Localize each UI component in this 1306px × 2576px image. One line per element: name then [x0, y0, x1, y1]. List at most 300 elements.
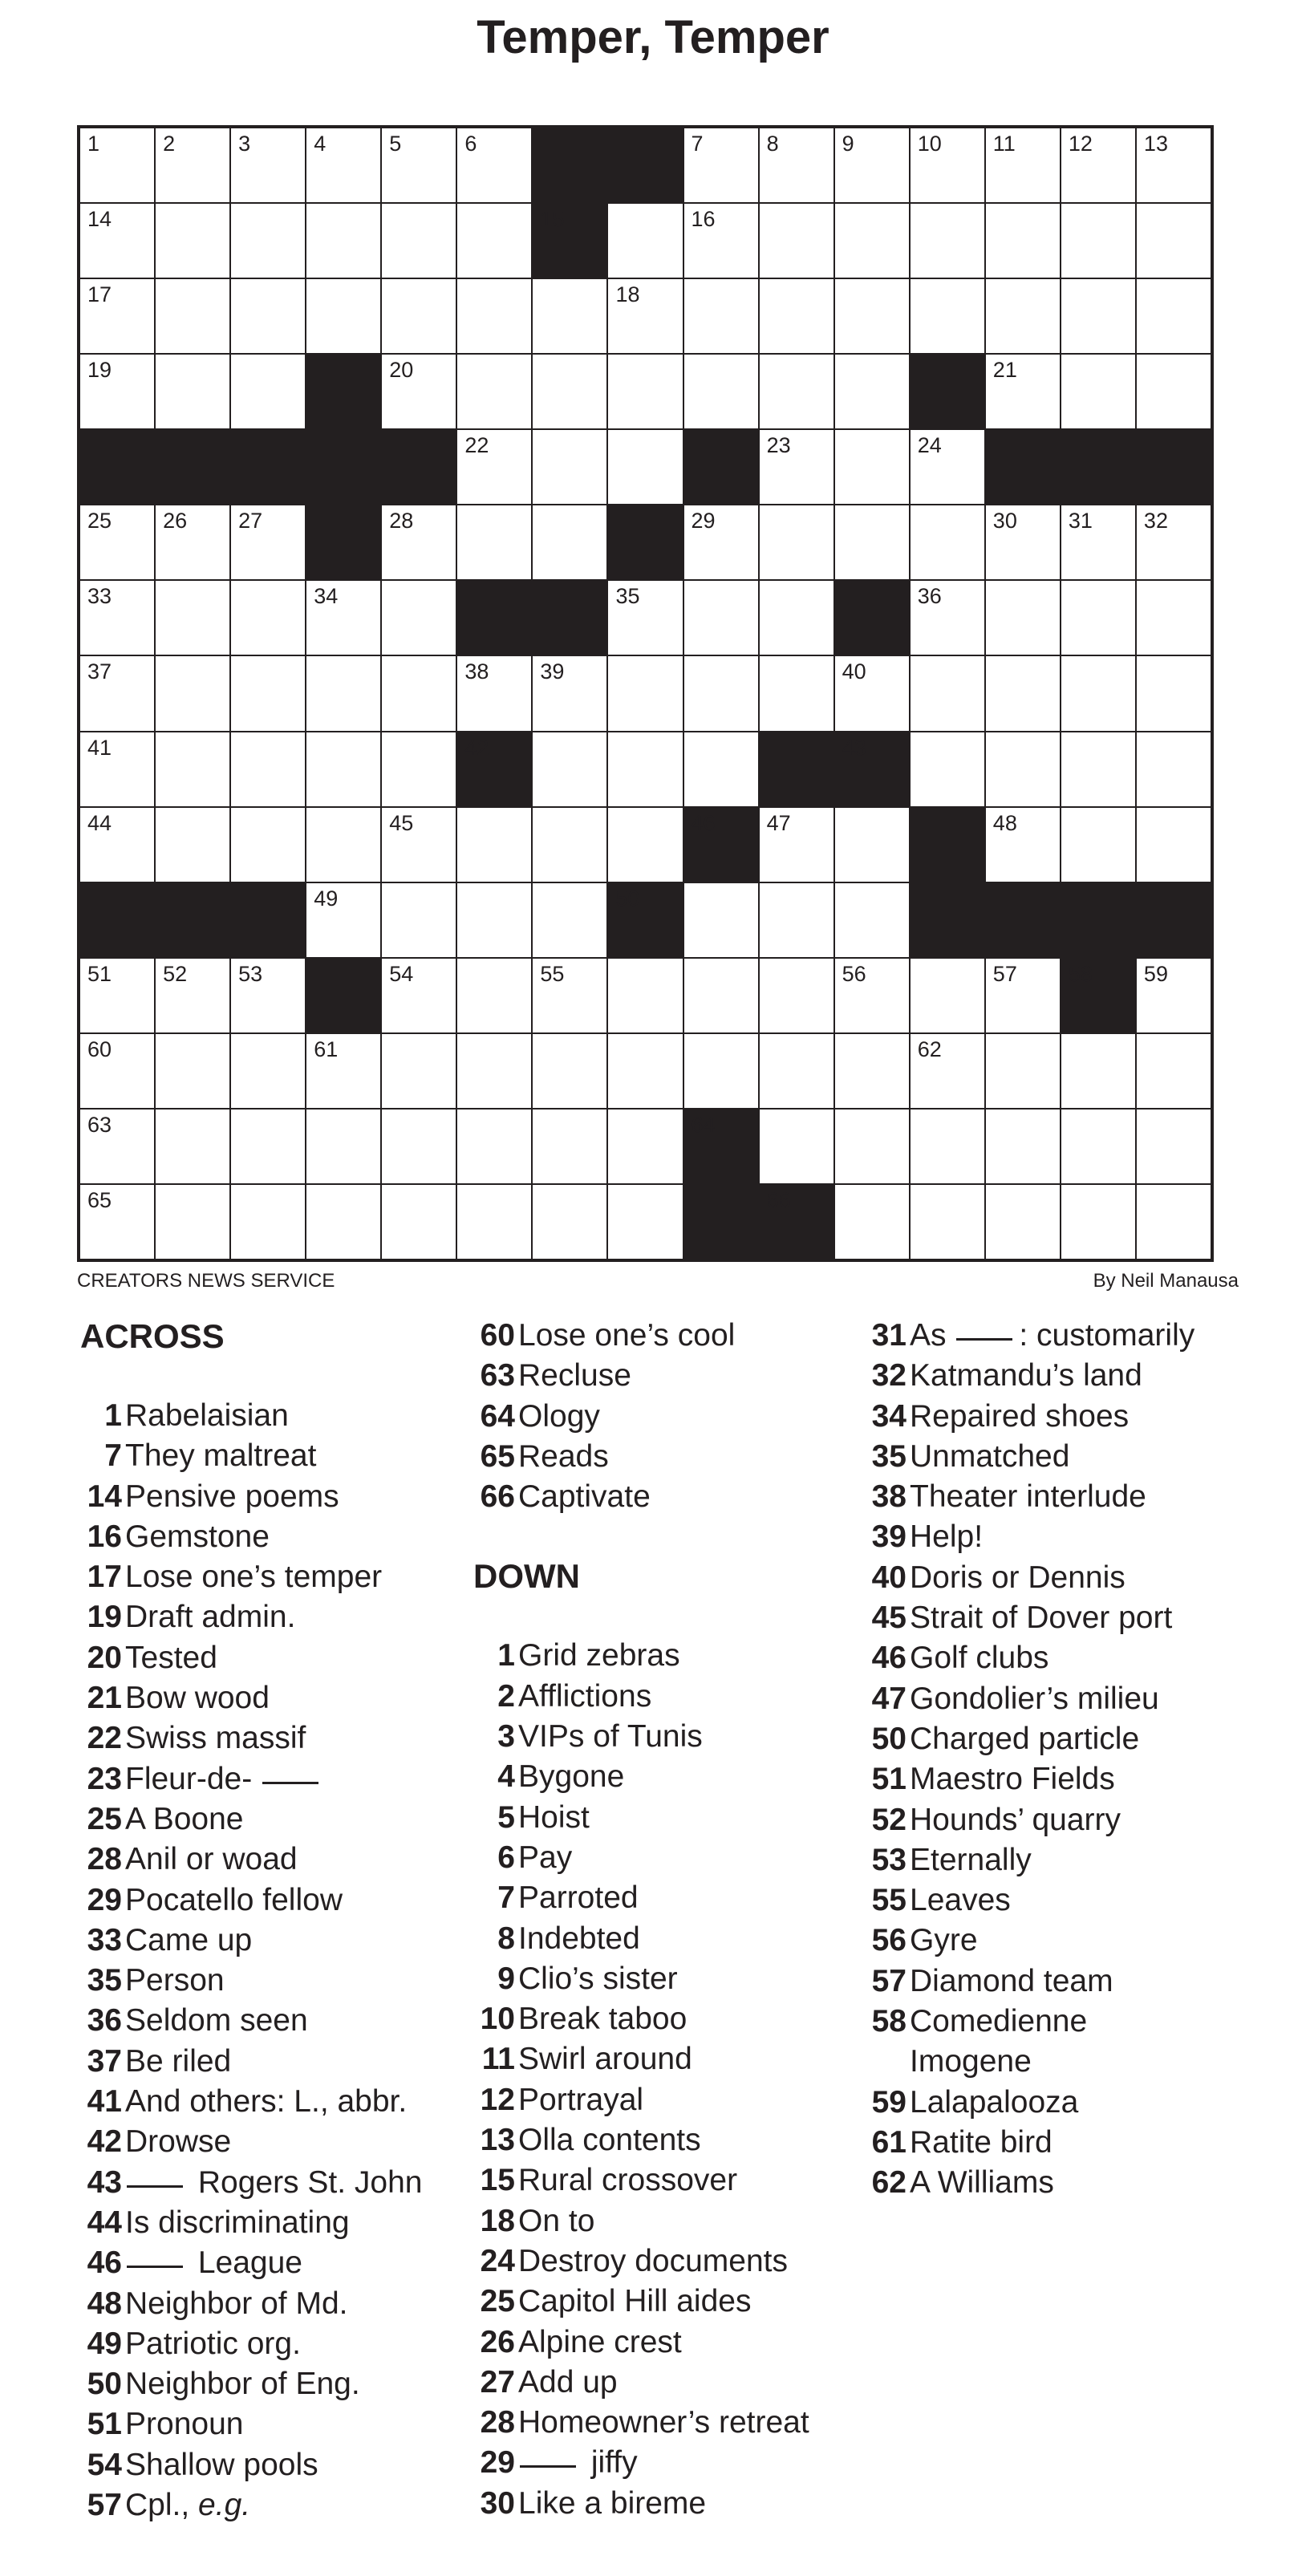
grid-cell[interactable]	[835, 355, 909, 428]
black-square	[608, 505, 682, 579]
cell-number: 13	[1143, 132, 1168, 156]
grid-cell[interactable]	[911, 1034, 984, 1108]
down-clue	[865, 1316, 1282, 1356]
down-clue	[865, 2163, 1282, 2203]
clue-text: Alpine crest	[518, 2324, 682, 2359]
down-clue	[865, 1638, 1282, 1678]
grid-cell[interactable]	[684, 279, 758, 353]
down-clue	[865, 1679, 1282, 1719]
grid-cell[interactable]	[80, 732, 154, 806]
grid-cell[interactable]	[684, 581, 758, 655]
grid-cell[interactable]	[306, 204, 380, 278]
down-clue	[473, 1878, 842, 1918]
grid-cell[interactable]	[986, 204, 1060, 278]
author-credit: By Neil Manausa	[1093, 1270, 1239, 1292]
grid-cell[interactable]	[911, 1185, 984, 1259]
down-clue	[473, 2241, 842, 2282]
grid-cell[interactable]	[760, 128, 833, 202]
grid-cell[interactable]	[608, 430, 682, 504]
clue-text: Lose one’s temper	[125, 1560, 383, 1595]
grid-cell[interactable]	[156, 204, 229, 278]
grid-cell[interactable]	[382, 808, 456, 882]
cell-number: 26	[163, 509, 188, 533]
across-clue	[80, 1921, 449, 1961]
grid-cell[interactable]	[80, 581, 154, 655]
cell-number: 57	[992, 961, 1017, 986]
grid-cell[interactable]	[1061, 204, 1135, 278]
clue-text: Charged particle	[910, 1721, 1140, 1756]
grid-cell[interactable]	[608, 355, 682, 428]
grid-cell[interactable]	[457, 656, 531, 730]
grid-cell[interactable]	[80, 959, 154, 1032]
across-clue	[80, 1759, 449, 1799]
grid-cell[interactable]	[156, 732, 229, 806]
grid-cell[interactable]	[608, 959, 682, 1032]
grid-cell[interactable]	[608, 732, 682, 806]
grid-cell[interactable]	[608, 1034, 682, 1108]
grid-cell[interactable]	[684, 732, 758, 806]
grid-cell[interactable]	[684, 656, 758, 730]
grid-cell[interactable]	[80, 656, 154, 730]
grid-cell[interactable]	[684, 883, 758, 957]
grid-cell[interactable]	[533, 1110, 606, 1183]
grid-cell[interactable]	[231, 128, 305, 202]
grid-cell[interactable]	[533, 808, 606, 882]
grid-cell[interactable]	[760, 505, 833, 579]
grid-cell[interactable]	[80, 128, 154, 202]
grid-cell[interactable]	[156, 959, 229, 1032]
grid-cell[interactable]	[156, 1110, 229, 1183]
grid-cell[interactable]	[382, 581, 456, 655]
grid-cell[interactable]	[986, 128, 1060, 202]
clue-number: 2	[497, 1678, 515, 1714]
grid-cell[interactable]	[911, 279, 984, 353]
grid-cell[interactable]	[457, 1110, 531, 1183]
grid-cell[interactable]	[760, 1034, 833, 1108]
black-square	[1061, 883, 1135, 957]
grid-cell[interactable]	[835, 279, 909, 353]
clue-number: 47	[871, 1681, 906, 1716]
grid-cell[interactable]	[1061, 656, 1135, 730]
grid-cell[interactable]	[986, 505, 1060, 579]
down-clue	[473, 1717, 842, 1757]
down-clue	[473, 2363, 842, 2403]
grid-cell[interactable]	[457, 1034, 531, 1108]
grid-cell[interactable]	[533, 1185, 606, 1259]
grid-cell[interactable]	[382, 505, 456, 579]
grid-cell[interactable]	[684, 1034, 758, 1108]
grid-cell[interactable]	[306, 581, 380, 655]
down-clue	[473, 1959, 842, 1999]
grid-cell[interactable]	[911, 581, 984, 655]
grid-cell[interactable]	[156, 279, 229, 353]
clue-text: Clio’s sister	[518, 1961, 678, 1996]
grid-cell[interactable]	[156, 1034, 229, 1108]
clue-text: Captivate	[518, 1479, 651, 1515]
grid-cell[interactable]	[1137, 959, 1211, 1032]
grid-cell[interactable]	[911, 505, 984, 579]
grid-cell[interactable]	[760, 808, 833, 882]
grid-cell[interactable]	[911, 430, 984, 504]
grid-cell[interactable]	[457, 1185, 531, 1259]
cell-number: 35	[615, 584, 640, 609]
grid-cell[interactable]	[533, 505, 606, 579]
grid-cell[interactable]	[1061, 732, 1135, 806]
grid-cell[interactable]	[156, 128, 229, 202]
clue-number: 7	[497, 1880, 515, 1916]
grid-cell[interactable]	[1137, 279, 1211, 353]
cell-number: 58	[1068, 961, 1093, 986]
clue-number: 30	[480, 2485, 515, 2521]
clue-number: 58	[871, 2004, 906, 2039]
grid-cell[interactable]	[231, 581, 305, 655]
grid-cell[interactable]	[382, 1110, 456, 1183]
grid-cell[interactable]	[986, 1110, 1060, 1183]
grid-cell[interactable]	[306, 732, 380, 806]
cell-number: 45	[389, 810, 414, 835]
grid-cell[interactable]	[306, 1110, 380, 1183]
across-clue	[80, 1961, 449, 2001]
grid-cell[interactable]	[457, 883, 531, 957]
grid-cell[interactable]	[608, 279, 682, 353]
grid-cell[interactable]	[760, 959, 833, 1032]
across-clue	[80, 1517, 449, 1557]
grid-cell[interactable]	[457, 204, 531, 278]
grid-cell[interactable]	[684, 959, 758, 1032]
cell-number: 12	[1068, 132, 1093, 156]
grid-cell[interactable]	[80, 1034, 154, 1108]
grid-cell[interactable]	[457, 279, 531, 353]
clue-text: Homeowner’s retreat	[518, 2405, 809, 2440]
clue-number: 60	[480, 1318, 515, 1353]
across-clue	[80, 1799, 449, 1840]
grid-cell[interactable]	[986, 355, 1060, 428]
clue-text: Pronoun	[125, 2407, 244, 2442]
grid-cell[interactable]	[156, 656, 229, 730]
grid-cell[interactable]	[608, 204, 682, 278]
grid-cell[interactable]	[835, 808, 909, 882]
black-square	[684, 1110, 758, 1183]
grid-cell[interactable]	[533, 355, 606, 428]
grid-cell[interactable]	[1061, 128, 1135, 202]
grid-cell[interactable]	[1061, 808, 1135, 882]
grid-cell[interactable]	[760, 279, 833, 353]
clue-number: 9	[497, 1961, 515, 1996]
grid-cell[interactable]	[1137, 732, 1211, 806]
grid-cell[interactable]	[80, 355, 154, 428]
grid-cell[interactable]	[1061, 505, 1135, 579]
grid-cell[interactable]	[231, 1185, 305, 1259]
grid-cell[interactable]	[457, 808, 531, 882]
black-square	[231, 883, 305, 957]
clue-text: Maestro Fields	[910, 1762, 1115, 1797]
grid-cell[interactable]	[835, 204, 909, 278]
grid-cell[interactable]	[382, 204, 456, 278]
grid-cell[interactable]	[306, 279, 380, 353]
clue-text: Hoist	[518, 1799, 590, 1835]
grid-cell[interactable]	[533, 430, 606, 504]
grid-cell[interactable]	[608, 1185, 682, 1259]
grid-cell[interactable]	[1137, 1185, 1211, 1259]
grid-cell[interactable]	[911, 959, 984, 1032]
grid-cell[interactable]	[231, 204, 305, 278]
down-clue	[865, 2042, 1282, 2082]
grid-cell[interactable]	[608, 808, 682, 882]
grid-cell[interactable]	[608, 581, 682, 655]
grid-cell[interactable]	[306, 656, 380, 730]
grid-cell[interactable]	[80, 204, 154, 278]
grid-cell[interactable]	[457, 128, 531, 202]
grid-cell[interactable]	[156, 808, 229, 882]
clue-text: Rural crossover	[518, 2163, 738, 2198]
down-clue	[473, 2120, 842, 2160]
grid-cell[interactable]	[533, 883, 606, 957]
grid-cell[interactable]	[156, 1185, 229, 1259]
clue-number: 59	[871, 2084, 906, 2120]
clue-number: 31	[871, 1318, 906, 1353]
grid-cell[interactable]	[533, 1034, 606, 1108]
cell-number: 9	[842, 132, 854, 156]
cell-number: 62	[917, 1036, 942, 1061]
grid-cell[interactable]	[533, 732, 606, 806]
grid-cell[interactable]	[231, 355, 305, 428]
grid-cell[interactable]	[986, 279, 1060, 353]
clue-text: Parroted	[518, 1880, 639, 1916]
black-square	[684, 430, 758, 504]
grid-cell[interactable]	[231, 808, 305, 882]
grid-cell[interactable]	[911, 204, 984, 278]
grid-cell[interactable]	[835, 883, 909, 957]
grid-cell[interactable]	[1061, 1185, 1135, 1259]
cell-number: 66	[766, 1187, 791, 1212]
clue-number: 28	[480, 2405, 515, 2440]
cell-number: 1	[87, 132, 100, 156]
grid-cell[interactable]	[80, 1110, 154, 1183]
grid-cell[interactable]	[457, 959, 531, 1032]
black-square	[760, 1185, 833, 1259]
clue-text: Imogene	[910, 2044, 1032, 2079]
grid-cell[interactable]	[382, 1034, 456, 1108]
grid-cell[interactable]	[760, 656, 833, 730]
cell-number: 43	[842, 735, 866, 760]
clue-text: Hounds’ quarry	[910, 1802, 1121, 1837]
clue-text: Like a bireme	[518, 2485, 707, 2521]
across-clue	[80, 1396, 449, 1436]
cell-number: 20	[389, 358, 414, 383]
down-clue	[473, 1919, 842, 1959]
grid-cell[interactable]	[1137, 1034, 1211, 1108]
grid-cell[interactable]	[382, 279, 456, 353]
down-clue	[473, 1757, 842, 1797]
grid-cell[interactable]	[457, 430, 531, 504]
across-clue	[80, 2082, 449, 2122]
grid-cell[interactable]	[231, 959, 305, 1032]
grid-cell[interactable]	[1137, 505, 1211, 579]
clue-text: A Boone	[125, 1801, 244, 1836]
down-clue	[865, 1558, 1282, 1598]
black-square	[911, 808, 984, 882]
grid-cell[interactable]	[911, 732, 984, 806]
clue-text: Grid zebras	[518, 1638, 680, 1673]
clue-text: Shallow pools	[125, 2447, 318, 2482]
grid-cell[interactable]	[1137, 581, 1211, 655]
grid-cell[interactable]	[760, 883, 833, 957]
black-square	[986, 883, 1060, 957]
down-clue	[473, 2484, 842, 2524]
grid-cell[interactable]	[1137, 204, 1211, 278]
grid-cell[interactable]	[835, 128, 909, 202]
grid-cell[interactable]	[986, 1034, 1060, 1108]
cell-number: 11	[992, 132, 1016, 156]
grid-cell[interactable]	[1137, 808, 1211, 882]
grid-cell[interactable]	[382, 1185, 456, 1259]
black-square	[684, 808, 758, 882]
down-clue	[473, 1636, 842, 1676]
cell-number: 5	[389, 132, 402, 156]
grid-cell[interactable]	[1061, 1110, 1135, 1183]
clue-number: 40	[871, 1560, 906, 1595]
grid-cell[interactable]	[231, 732, 305, 806]
grid-cell[interactable]	[1061, 279, 1135, 353]
grid-cell[interactable]	[835, 959, 909, 1032]
down-clue	[865, 1437, 1282, 1477]
clue-text: Came up	[125, 1922, 253, 1957]
grid-cell[interactable]	[382, 128, 456, 202]
grid-cell[interactable]	[1137, 656, 1211, 730]
black-square	[1137, 430, 1211, 504]
grid-cell[interactable]	[80, 1185, 154, 1259]
clue-number: 5	[497, 1799, 515, 1835]
grid-cell[interactable]	[986, 808, 1060, 882]
grid-cell[interactable]	[760, 1110, 833, 1183]
grid-cell[interactable]	[457, 355, 531, 428]
grid-cell[interactable]	[835, 656, 909, 730]
grid-cell[interactable]	[156, 581, 229, 655]
grid-cell[interactable]	[760, 430, 833, 504]
grid-cell[interactable]	[684, 204, 758, 278]
grid-cell[interactable]	[231, 1110, 305, 1183]
grid-cell[interactable]	[231, 656, 305, 730]
grid-cell[interactable]	[382, 883, 456, 957]
cell-number: 8	[766, 132, 779, 156]
grid-cell[interactable]	[684, 355, 758, 428]
grid-cell[interactable]	[231, 279, 305, 353]
grid-cell[interactable]	[306, 808, 380, 882]
clue-text: Recluse	[518, 1358, 631, 1393]
across-clue-list-continued	[473, 1316, 842, 1517]
grid-cell[interactable]	[760, 204, 833, 278]
clue-number: 57	[87, 2488, 122, 2523]
grid-cell[interactable]	[1137, 1110, 1211, 1183]
grid-cell[interactable]	[533, 656, 606, 730]
grid-cell[interactable]	[1137, 355, 1211, 428]
grid-cell[interactable]	[533, 279, 606, 353]
grid-cell[interactable]	[80, 808, 154, 882]
grid-cell[interactable]	[835, 505, 909, 579]
grid-cell[interactable]	[911, 1110, 984, 1183]
grid-cell[interactable]	[986, 581, 1060, 655]
clue-text: Lose one’s cool	[518, 1318, 736, 1353]
grid-cell[interactable]	[1061, 355, 1135, 428]
across-clue	[473, 1356, 842, 1396]
cell-number: 32	[1143, 509, 1168, 533]
grid-cell[interactable]	[760, 581, 833, 655]
grid-cell[interactable]	[835, 430, 909, 504]
clue-number: 35	[87, 1963, 122, 1998]
down-clue	[865, 1477, 1282, 1517]
black-square	[306, 430, 380, 504]
grid-cell[interactable]	[1061, 581, 1135, 655]
grid-cell[interactable]	[608, 656, 682, 730]
down-clue	[865, 2083, 1282, 2123]
grid-cell[interactable]	[231, 505, 305, 579]
grid-cell[interactable]	[306, 128, 380, 202]
grid-cell[interactable]	[306, 883, 380, 957]
black-square	[608, 128, 682, 202]
black-square	[1061, 430, 1135, 504]
clue-number: 26	[480, 2324, 515, 2359]
grid-cell[interactable]	[684, 128, 758, 202]
grid-cell[interactable]	[1137, 128, 1211, 202]
grid-cell[interactable]	[156, 505, 229, 579]
grid-cell[interactable]	[306, 1034, 380, 1108]
grid-cell[interactable]	[911, 128, 984, 202]
grid-cell[interactable]	[911, 656, 984, 730]
clue-number: 25	[480, 2284, 515, 2319]
grid-cell[interactable]	[760, 355, 833, 428]
cell-number: 52	[163, 961, 188, 986]
grid-cell[interactable]	[382, 732, 456, 806]
grid-cell[interactable]	[608, 1110, 682, 1183]
grid-cell[interactable]	[835, 1110, 909, 1183]
across-clue	[80, 2324, 449, 2364]
grid-cell[interactable]	[80, 505, 154, 579]
grid-cell[interactable]	[835, 1185, 909, 1259]
clue-number: 21	[87, 1681, 122, 1716]
grid-cell[interactable]	[382, 355, 456, 428]
grid-cell[interactable]	[1061, 1034, 1135, 1108]
cell-number: 10	[917, 132, 942, 156]
grid-cell[interactable]	[306, 1185, 380, 1259]
grid-cell[interactable]	[986, 656, 1060, 730]
grid-cell[interactable]	[231, 1034, 305, 1108]
down-clue	[865, 1719, 1282, 1759]
black-square	[986, 430, 1060, 504]
clue-number: 8	[497, 1921, 515, 1956]
grid-cell[interactable]	[835, 1034, 909, 1108]
clue-text: Help!	[910, 1519, 984, 1555]
grid-cell[interactable]	[156, 355, 229, 428]
black-square	[835, 732, 909, 806]
grid-cell[interactable]	[986, 732, 1060, 806]
grid-cell[interactable]	[80, 279, 154, 353]
cell-number: 61	[314, 1036, 339, 1061]
grid-cell[interactable]	[533, 959, 606, 1032]
grid-cell[interactable]	[986, 959, 1060, 1032]
grid-cell[interactable]	[684, 505, 758, 579]
clue-number: 1	[104, 1398, 122, 1433]
down-clue	[473, 2282, 842, 2322]
clue-text: Destroy documents	[518, 2243, 788, 2278]
grid-cell[interactable]	[457, 505, 531, 579]
clue-text: Add up	[518, 2364, 618, 2400]
clue-text: Diamond team	[910, 1963, 1113, 1998]
grid-cell[interactable]	[382, 959, 456, 1032]
grid-cell[interactable]	[986, 1185, 1060, 1259]
clue-text: As : customarily	[910, 1318, 1195, 1353]
grid-cell[interactable]	[382, 656, 456, 730]
down-clue	[473, 2201, 842, 2241]
